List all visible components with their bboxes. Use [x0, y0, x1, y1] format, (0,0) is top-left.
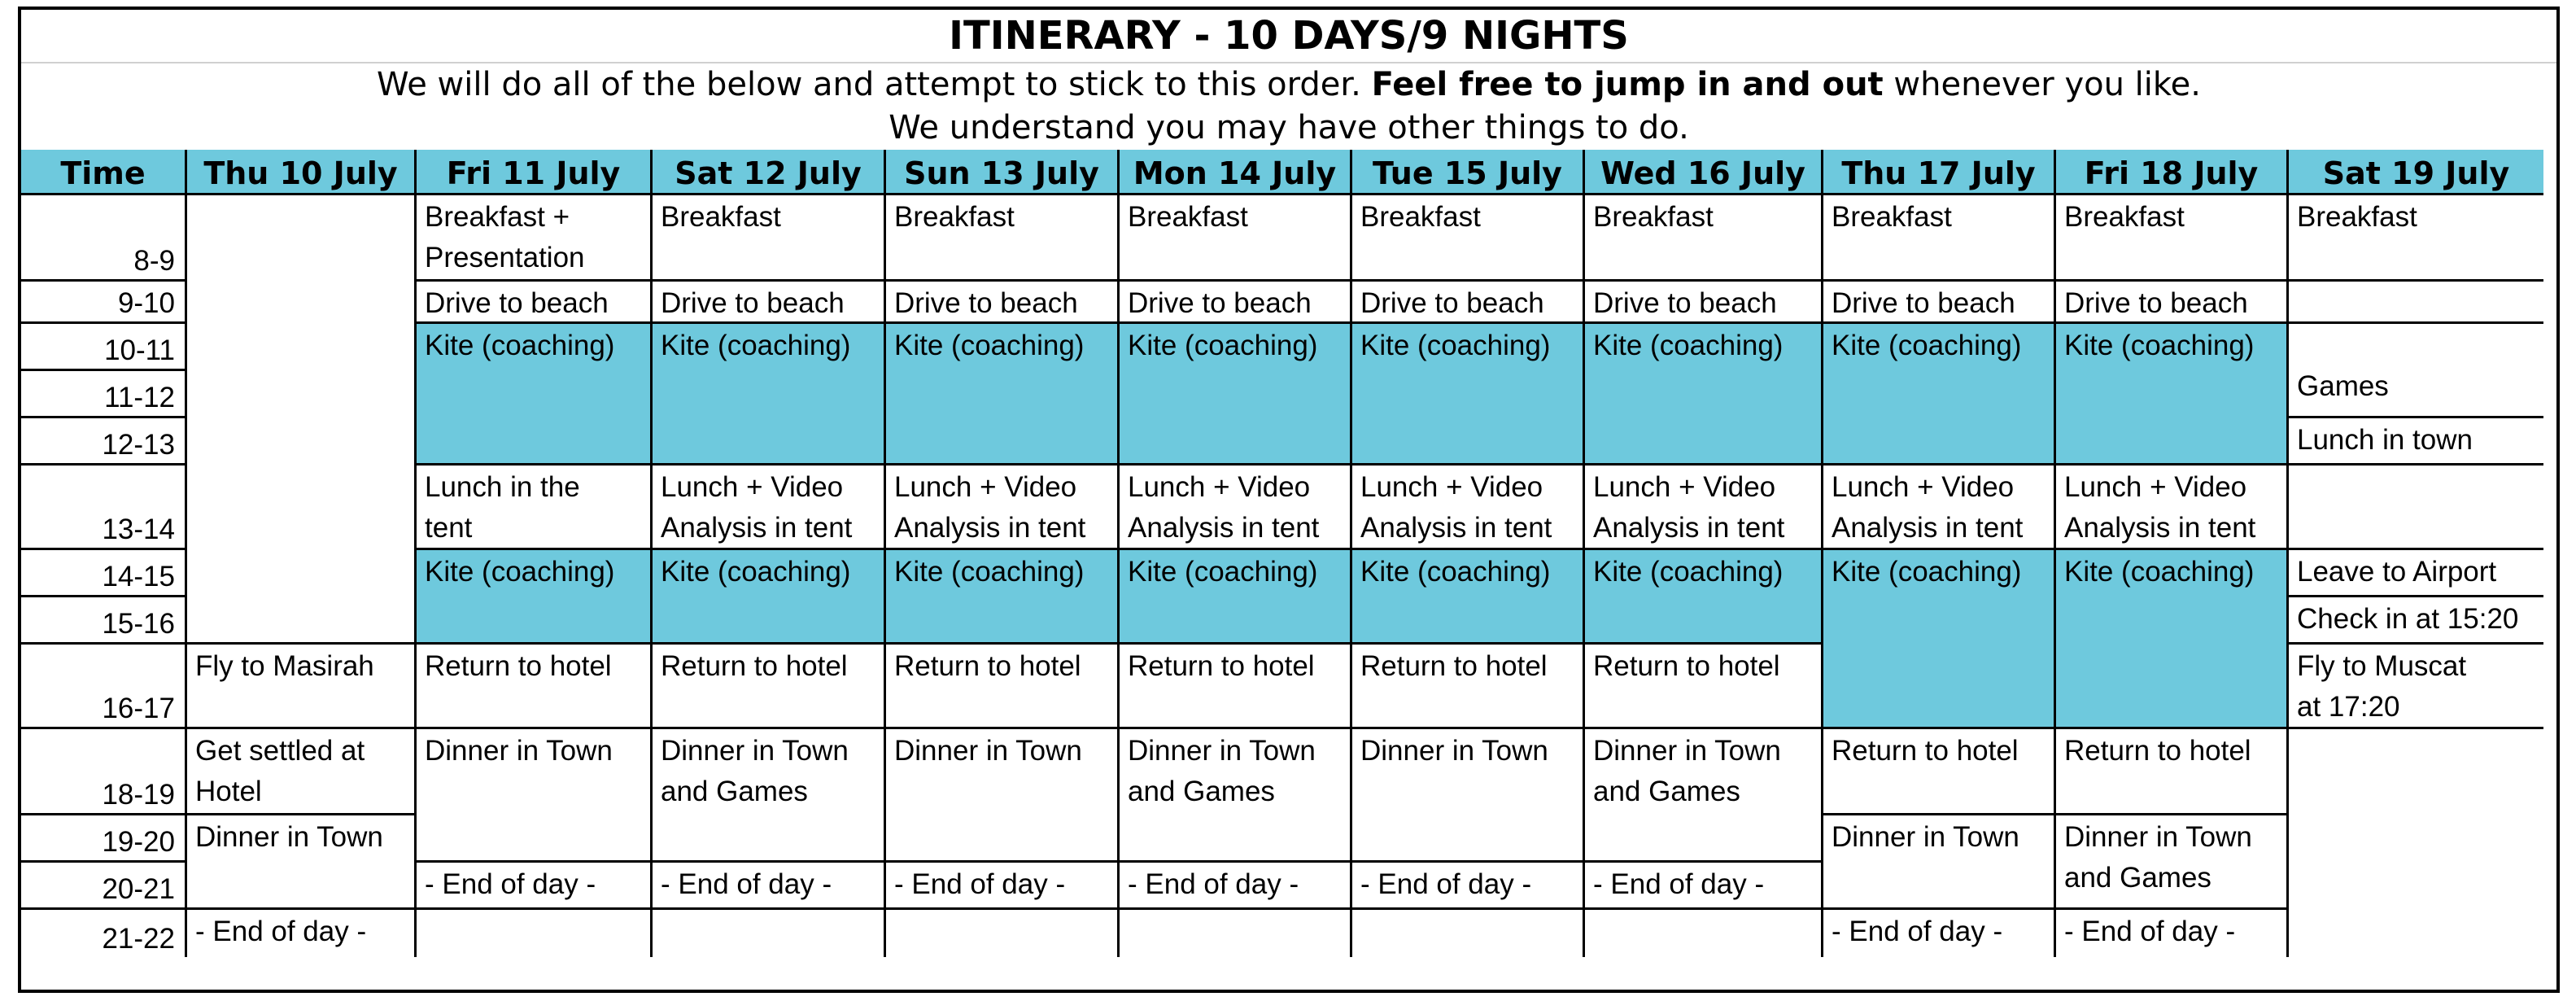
activity-cell: Breakfast	[1120, 195, 1352, 282]
activity-cell: Drive to beach	[1352, 282, 1585, 324]
activity-cell: - End of day -	[1823, 910, 2056, 957]
activity-cell	[1120, 910, 1352, 957]
intro-line-1	[21, 63, 2556, 107]
activity-cell: Breakfast	[1585, 195, 1823, 282]
activity-cell: Return to hotel	[886, 645, 1120, 729]
intro-line-1-start: We will do all of the below and attempt to stick to this order.	[377, 66, 1372, 103]
activity-cell: - End of day -	[1585, 863, 1823, 910]
activity-cell: Drive to beach	[653, 282, 886, 324]
header-day: Sat 12 July	[653, 150, 886, 195]
activity-cell: Drive to beach	[417, 282, 653, 324]
activity-cell: Lunch in the tent	[417, 466, 653, 550]
activity-cell-highlight: Kite (coaching)	[1352, 324, 1585, 466]
activity-cell	[2289, 282, 2543, 324]
activity-cell: Dinner in Town and Games	[1120, 729, 1352, 863]
intro-line-1-end: whenever you like.	[1883, 66, 2201, 103]
activity-cell: - End of day -	[417, 863, 653, 910]
header-time: Time	[21, 150, 187, 195]
activity-cell-highlight: Kite (coaching)	[653, 550, 886, 645]
time-slot: 19-20	[21, 815, 187, 863]
time-slot: 13-14	[21, 466, 187, 550]
activity-cell: Dinner in Town	[1823, 815, 2056, 910]
time-slot: 20-21	[21, 863, 187, 910]
activity-cell: Dinner in Town	[187, 815, 417, 910]
header-day: Tue 15 July	[1352, 150, 1585, 195]
activity-cell: Lunch + Video Analysis in tent	[1352, 466, 1585, 550]
activity-cell-highlight: Kite (coaching)	[1823, 324, 2056, 466]
activity-cell: Return to hotel	[417, 645, 653, 729]
activity-cell: Dinner in Town	[886, 729, 1120, 863]
activity-cell: Return to hotel	[1352, 645, 1585, 729]
activity-cell-highlight: Kite (coaching)	[886, 550, 1120, 645]
activity-cell	[886, 910, 1120, 957]
activity-cell: - End of day -	[886, 863, 1120, 910]
header-day: Sun 13 July	[886, 150, 1120, 195]
time-slot: 14-15	[21, 550, 187, 597]
activity-cell	[653, 910, 886, 957]
header-day: Fri 11 July	[417, 150, 653, 195]
activity-cell: Drive to beach	[1120, 282, 1352, 324]
activity-cell: Lunch + Video Analysis in tent	[2056, 466, 2289, 550]
time-slot: 9-10	[21, 282, 187, 324]
activity-cell: Dinner in Town and Games	[653, 729, 886, 863]
activity-cell: Lunch + Video Analysis in tent	[1120, 466, 1352, 550]
activity-cell-highlight: Kite (coaching)	[1352, 550, 1585, 645]
activity-cell-highlight: Kite (coaching)	[417, 550, 653, 645]
activity-cell: Return to hotel	[2056, 729, 2289, 815]
activity-cell: Drive to beach	[886, 282, 1120, 324]
activity-cell: Return to hotel	[1120, 645, 1352, 729]
activity-cell: Breakfast + Presentation	[417, 195, 653, 282]
time-slot: 11-12	[21, 371, 187, 418]
header-day: Fri 18 July	[2056, 150, 2289, 195]
activity-cell: Dinner in Town and Games	[2056, 815, 2289, 910]
activity-cell: Return to hotel	[1823, 729, 2056, 815]
header-day: Mon 14 July	[1120, 150, 1352, 195]
activity-cell: Lunch + Video Analysis in tent	[1823, 466, 2056, 550]
intro-text	[21, 63, 2556, 150]
activity-cell: - End of day -	[653, 863, 886, 910]
activity-cell: Return to hotel	[1585, 645, 1823, 729]
activity-cell	[2289, 729, 2543, 957]
activity-cell: Drive to beach	[1823, 282, 2056, 324]
activity-cell: Dinner in Town	[1352, 729, 1585, 863]
activity-cell	[417, 910, 653, 957]
activity-cell	[187, 195, 417, 645]
activity-cell: Lunch + Video Analysis in tent	[1585, 466, 1823, 550]
activity-cell-highlight: Kite (coaching)	[1823, 550, 2056, 729]
activity-cell-highlight: Kite (coaching)	[1585, 550, 1823, 645]
activity-cell-highlight: Kite (coaching)	[1120, 324, 1352, 466]
activity-cell: - End of day -	[187, 910, 417, 957]
activity-cell: Breakfast	[1352, 195, 1585, 282]
activity-cell-highlight: Kite (coaching)	[2056, 550, 2289, 729]
activity-cell: Fly to Masirah	[187, 645, 417, 729]
activity-cell: Breakfast	[1823, 195, 2056, 282]
intro-line-2: We understand you may have other things to do.	[889, 109, 1689, 146]
activity-cell: Dinner in Town	[417, 729, 653, 863]
activity-cell	[1352, 910, 1585, 957]
time-slot: 18-19	[21, 729, 187, 815]
activity-cell-highlight: Kite (coaching)	[1120, 550, 1352, 645]
time-slot: 21-22	[21, 910, 187, 957]
activity-cell: Breakfast	[2056, 195, 2289, 282]
itinerary-sheet	[18, 7, 2560, 993]
activity-cell: Lunch + Video Analysis in tent	[886, 466, 1120, 550]
activity-cell: Fly to Muscat at 17:20	[2289, 645, 2543, 729]
activity-cell: - End of day -	[1120, 863, 1352, 910]
activity-cell: Breakfast	[653, 195, 886, 282]
activity-cell-highlight: Kite (coaching)	[417, 324, 653, 466]
time-slot: 15-16	[21, 597, 187, 645]
activity-cell-highlight: Kite (coaching)	[1585, 324, 1823, 466]
activity-cell	[2289, 466, 2543, 550]
activity-cell: Return to hotel	[653, 645, 886, 729]
intro-line-1-bold: Feel free to jump in and out	[1371, 66, 1884, 103]
activity-cell: - End of day -	[2056, 910, 2289, 957]
activity-cell-highlight: Kite (coaching)	[2056, 324, 2289, 466]
time-slot: 12-13	[21, 418, 187, 466]
activity-cell: Drive to beach	[1585, 282, 1823, 324]
activity-cell: Breakfast	[2289, 195, 2543, 282]
activity-cell: Check in at 15:20	[2289, 597, 2543, 645]
activity-cell-highlight: Kite (coaching)	[886, 324, 1120, 466]
time-slot: 8-9	[21, 195, 187, 282]
time-slot: 16-17	[21, 645, 187, 729]
header-day: Sat 19 July	[2289, 150, 2543, 195]
activity-cell-highlight: Kite (coaching)	[653, 324, 886, 466]
itinerary-title: ITINERARY - 10 DAYS/9 NIGHTS	[21, 10, 2556, 63]
activity-cell: Games	[2289, 324, 2543, 418]
activity-cell: Drive to beach	[2056, 282, 2289, 324]
activity-cell: Breakfast	[886, 195, 1120, 282]
activity-cell: Lunch in town	[2289, 418, 2543, 466]
activity-cell: Lunch + Video Analysis in tent	[653, 466, 886, 550]
time-slot: 10-11	[21, 324, 187, 371]
activity-cell: Dinner in Town and Games	[1585, 729, 1823, 863]
activity-cell	[1585, 910, 1823, 957]
activity-cell: Get settled at Hotel	[187, 729, 417, 815]
header-day: Wed 16 July	[1585, 150, 1823, 195]
header-day: Thu 17 July	[1823, 150, 2056, 195]
header-day: Thu 10 July	[187, 150, 417, 195]
activity-cell: - End of day -	[1352, 863, 1585, 910]
activity-cell: Leave to Airport	[2289, 550, 2543, 597]
